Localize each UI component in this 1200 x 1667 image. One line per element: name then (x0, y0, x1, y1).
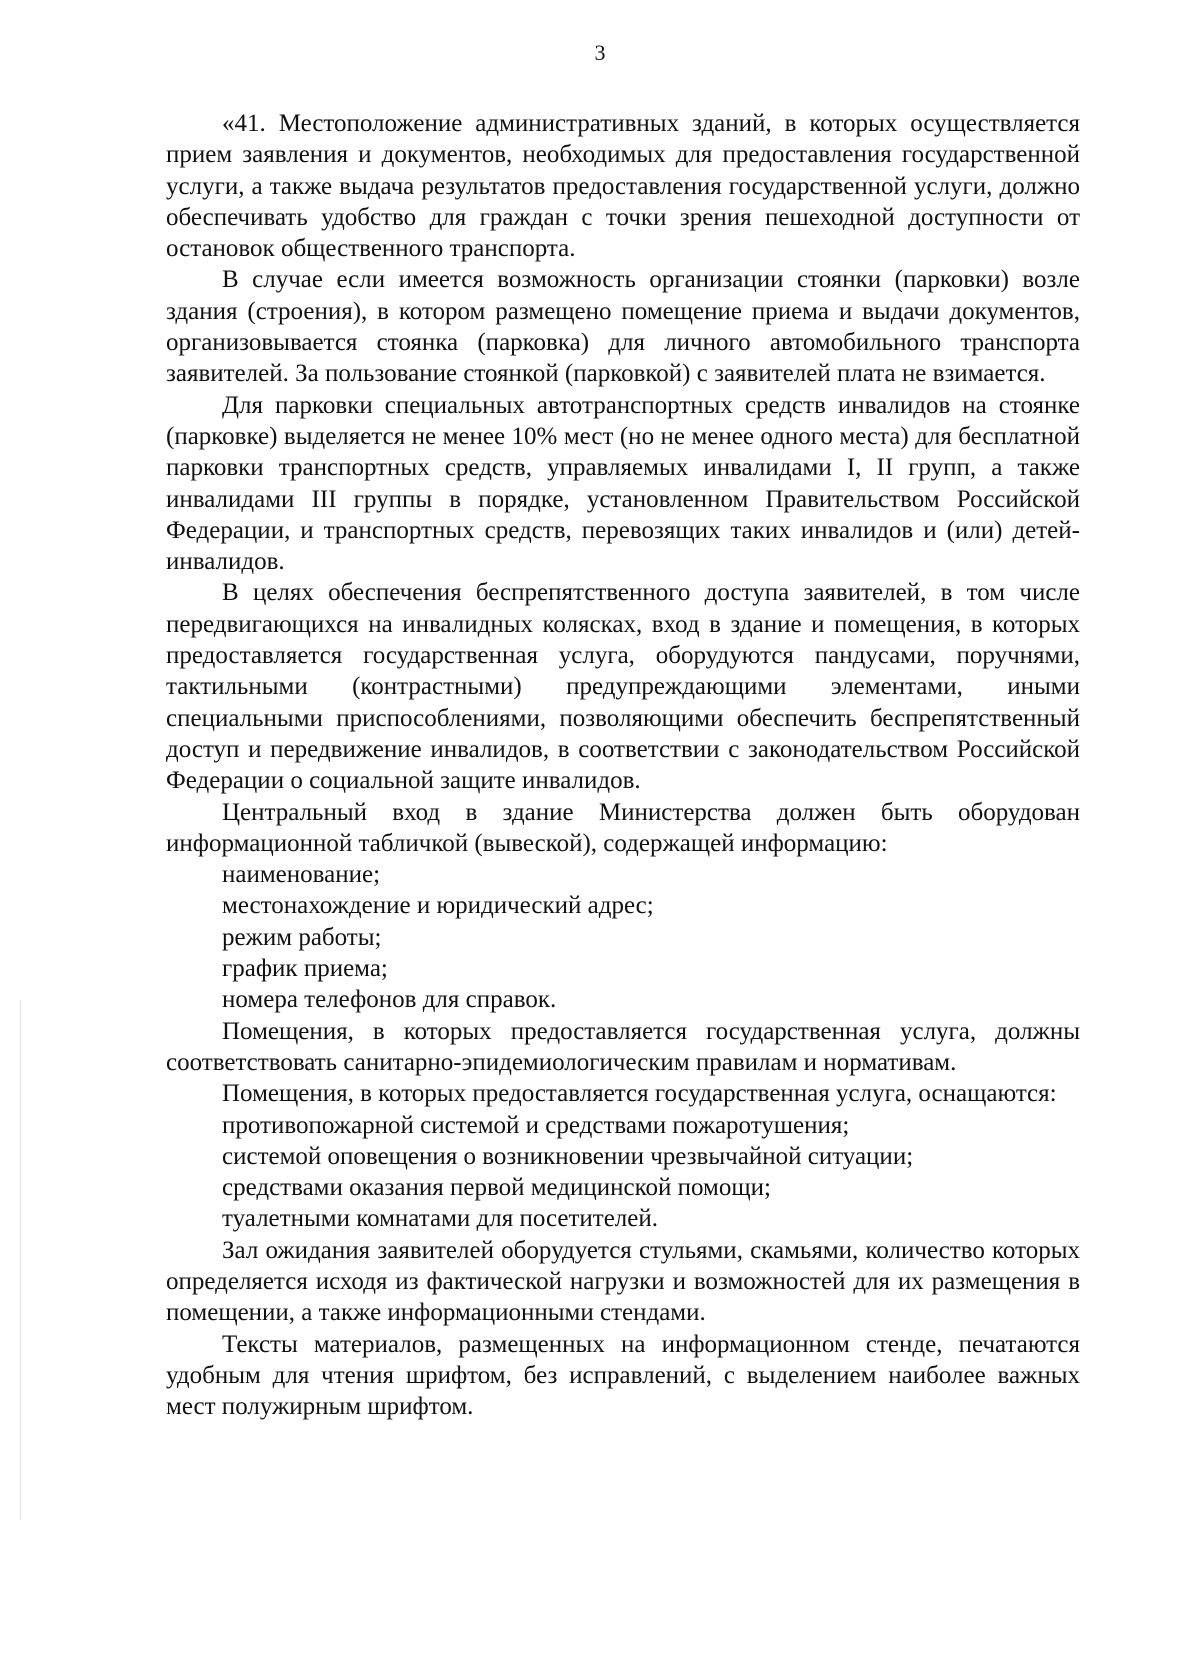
paragraph-equipment: Помещения, в которых предоставляется государственная услуга, оснащаются: (222, 1080, 1057, 1108)
paragraph-waiting-hall: Зал ожидания заявителей оборудуется стульями, скамьями, количество которых определяется исходя из фактической нагрузки и возможностей для их размещения в помещении, а также информационными стендами. (166, 1236, 1080, 1327)
page-number: 3 (594, 40, 606, 65)
paragraph-accessibility: В целях обеспечения беспрепятственного доступа заявителей, в том числе передвигающихся на инвалидных колясках, вход в здание и помещения, в которых предоставляется государственная услуга, оборудуются пандусами, поручнями, тактильными (контрастными) предупреждающими элементами, иными специальными приспособлениями, позволяющими обеспечить беспрепятственный доступ и передвижение инвалидов, в соответствии с законодательством Российской Федерации о социальной защите инвалидов. (166, 579, 1080, 795)
list-item-sign-name: наименование; (222, 861, 381, 889)
paragraph-entrance-sign: Центральный вход в здание Министерства должен быть оборудован информационной табличкой (вывеской), содержащей информацию: (166, 798, 1080, 857)
paragraph-sanitary: Помещения, в которых предоставляется государственная услуга, должны соответствовать санитарно-эпидемиологическим правилам и нормативам. (166, 1017, 1080, 1076)
paragraph-parking: В случае если имеется возможность организации стоянки (парковки) возле здания (строения), в котором размещено помещение приема и выдачи документов, организовывается стоянка (парковка) для личного автомобильного транспорта заявителей. За пользование стоянкой (парковкой) с заявителей плата не взимается. (166, 266, 1080, 388)
paragraph-location-requirements: «41. Местоположение административных зданий, в которых осуществляется прием заявления и документов, необходимых для предоставления государственной услуги, а также выдача результатов предоставления государственной услуги, должно обеспечивать удобство для граждан с точки зрения пешеходной доступности от остановок общественного транспорта. (166, 110, 1080, 263)
list-item-sign-address: местонахождение и юридический адрес; (222, 892, 654, 920)
document-body (166, 108, 1080, 1422)
list-item-alert-system: системой оповещения о возникновении чрезвычайной ситуации; (222, 1142, 914, 1170)
list-item-fire-system: противопожарной системой и средствами пожаротушения; (222, 1111, 850, 1139)
list-item-first-aid: средствами оказания первой медицинской помощи; (222, 1174, 771, 1202)
list-item-toilets: туалетными комнатами для посетителей. (222, 1205, 658, 1233)
list-item-sign-schedule: график приема; (222, 955, 388, 983)
scan-edge-line (20, 1000, 21, 1520)
paragraph-disabled-parking: Для парковки специальных автотранспортных средств инвалидов на стоянке (парковке) выделяется не менее 10% мест (но не менее одного места) для бесплатной парковки транспортных средств, управляемых инвалидами I, II групп, а также инвалидами III группы в порядке, установленном Правительством Российской Федерации, и транспортных средств, перевозящих таких инвалидов и (или) детей-инвалидов. (166, 391, 1080, 576)
paragraph-stand-texts: Тексты материалов, размещенных на информационном стенде, печатаются удобным для чтения шрифтом, без исправлений, с выделением наиболее важных мест полужирным шрифтом. (166, 1330, 1080, 1421)
list-item-sign-hours: режим работы; (222, 923, 382, 951)
list-item-sign-phones: номера телефонов для справок. (222, 986, 557, 1014)
